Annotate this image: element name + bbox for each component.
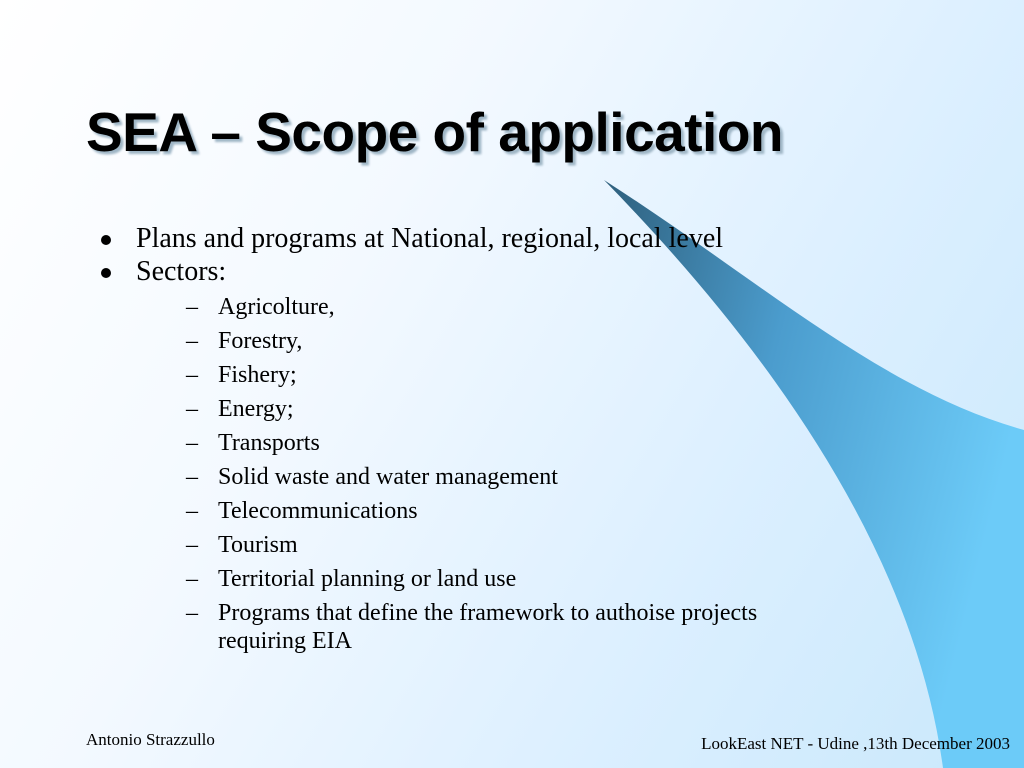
dash-marker: – xyxy=(186,328,198,354)
sub-bullet-item xyxy=(136,395,838,423)
sub-bullet-text: Transports xyxy=(218,430,320,456)
bullet-list xyxy=(98,222,878,661)
bullet-text: Sectors: xyxy=(136,256,227,287)
dash-marker: – xyxy=(186,532,198,558)
footer-author: Antonio Strazzullo xyxy=(86,730,215,749)
sub-bullet-text: Tourism xyxy=(218,532,298,558)
bullet-item xyxy=(98,255,878,655)
sub-bullet-item xyxy=(136,327,838,355)
bullet-item xyxy=(98,222,878,255)
sub-bullet-list xyxy=(136,293,878,655)
sub-bullet-text: Programs that define the framework to authoise projects requiring EIA xyxy=(218,600,758,654)
dash-marker: – xyxy=(186,498,198,524)
sub-bullet-item xyxy=(136,497,838,525)
dash-marker: – xyxy=(186,600,198,626)
dash-marker: – xyxy=(186,362,198,388)
sub-bullet-item xyxy=(136,293,838,321)
dash-marker: – xyxy=(186,566,198,592)
sub-bullet-text: Territorial planning or land use xyxy=(218,566,517,592)
dash-marker: – xyxy=(186,430,198,456)
bullet-dot-icon xyxy=(101,268,111,278)
dash-marker: – xyxy=(186,464,198,490)
sub-bullet-text: Energy; xyxy=(218,396,294,422)
sub-bullet-item xyxy=(136,463,838,491)
sub-bullet-item xyxy=(136,565,838,593)
sub-bullet-text: Fishery; xyxy=(218,362,297,388)
sub-bullet-text: Telecommunications xyxy=(218,498,418,524)
sub-bullet-text: Forestry, xyxy=(218,328,303,354)
sub-bullet-item xyxy=(136,599,838,655)
dash-marker: – xyxy=(186,294,198,320)
slide-title: SEA – Scope of application xyxy=(86,101,784,163)
bullet-text: Plans and programs at National, regional, local level xyxy=(136,223,724,254)
dash-marker: – xyxy=(186,396,198,422)
footer-event: LookEast NET - Udine ,13th December 2003 xyxy=(701,734,1010,753)
sub-bullet-item xyxy=(136,531,838,559)
sub-bullet-text: Solid waste and water management xyxy=(218,464,558,490)
sub-bullet-item xyxy=(136,429,838,457)
bullet-dot-icon xyxy=(101,235,111,245)
sub-bullet-item xyxy=(136,361,838,389)
sub-bullet-text: Agricolture, xyxy=(218,294,335,320)
